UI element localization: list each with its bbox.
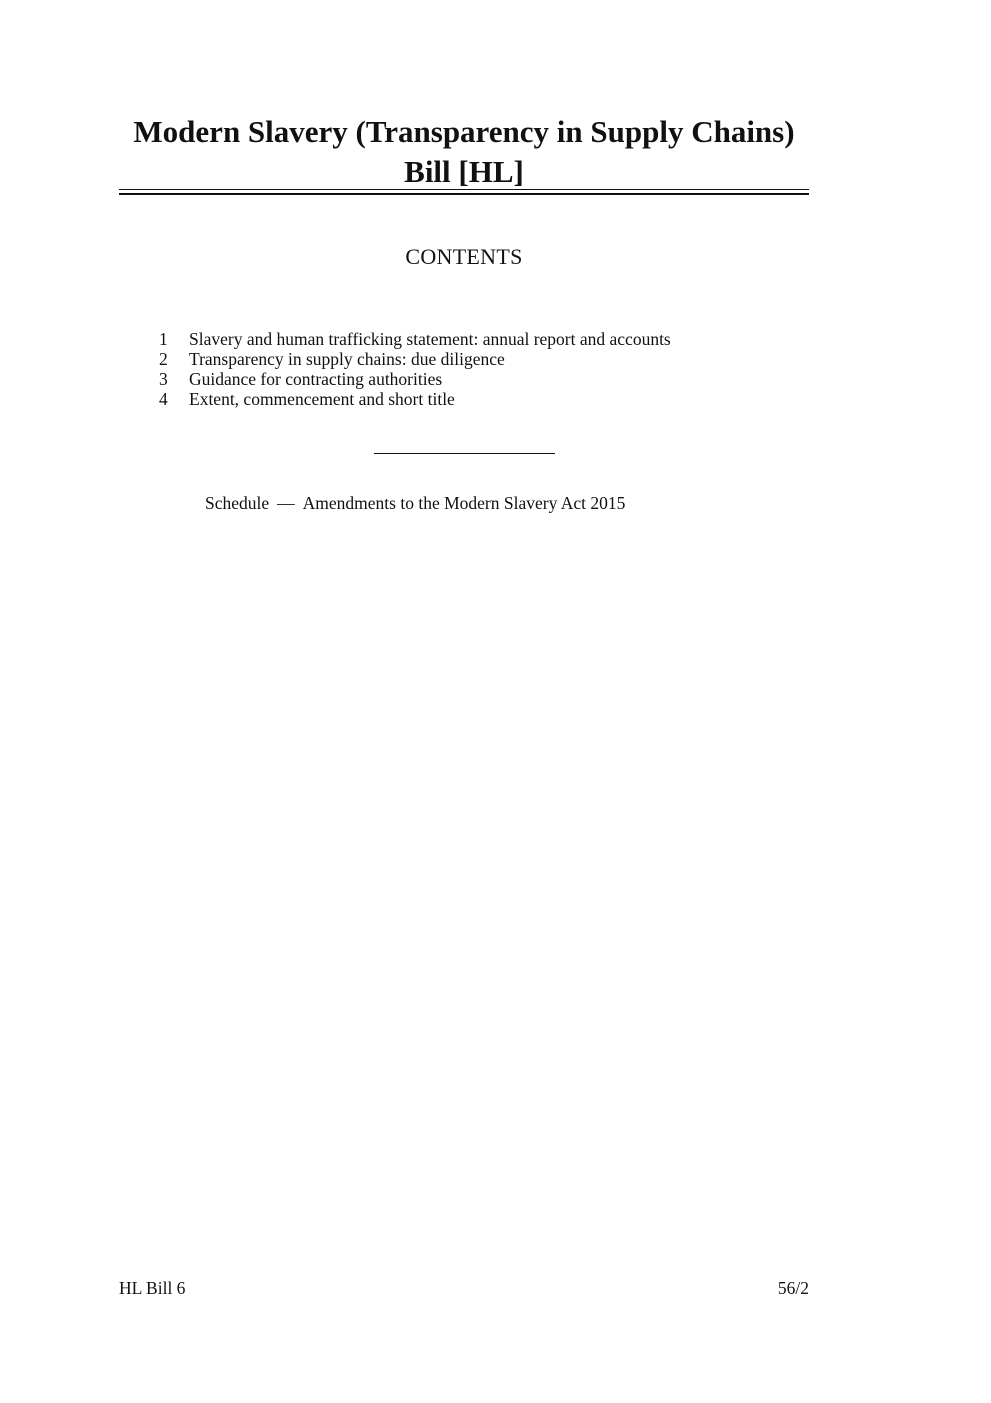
schedule-entry[interactable] xyxy=(205,493,625,514)
contents-list xyxy=(156,329,671,409)
section-number: 4 xyxy=(159,389,168,409)
bill-title-line-2: Bill [HL] xyxy=(404,154,524,189)
schedule-label: Schedule xyxy=(205,493,270,513)
bill-title xyxy=(119,112,809,192)
section-title: Slavery and human trafficking statement: annual report and accounts xyxy=(189,329,671,349)
title-rule-thin xyxy=(119,189,809,190)
schedule-title: Amendments to the Modern Slavery Act 2015 xyxy=(302,493,626,513)
section-title: Transparency in supply chains: due diligence xyxy=(189,349,505,369)
bill-title-line-1: Modern Slavery (Transparency in Supply Chains) xyxy=(133,114,795,149)
section-number: 2 xyxy=(159,349,168,369)
contents-item[interactable] xyxy=(156,369,671,389)
contents-heading: CONTENTS xyxy=(405,244,523,269)
contents-item[interactable] xyxy=(156,389,671,409)
section-number: 1 xyxy=(159,329,168,349)
footer-bill-ref: HL Bill 6 xyxy=(119,1278,186,1298)
section-number: 3 xyxy=(159,369,168,389)
schedule-dash: — xyxy=(277,493,295,513)
section-title: Extent, commencement and short title xyxy=(189,389,455,409)
contents-item[interactable] xyxy=(156,329,671,349)
footer-print-ref: 56/2 xyxy=(777,1278,809,1298)
contents-item[interactable] xyxy=(156,349,671,369)
title-rule-thick xyxy=(119,193,809,195)
section-title: Guidance for contracting authorities xyxy=(189,369,443,389)
section-divider xyxy=(374,453,555,454)
